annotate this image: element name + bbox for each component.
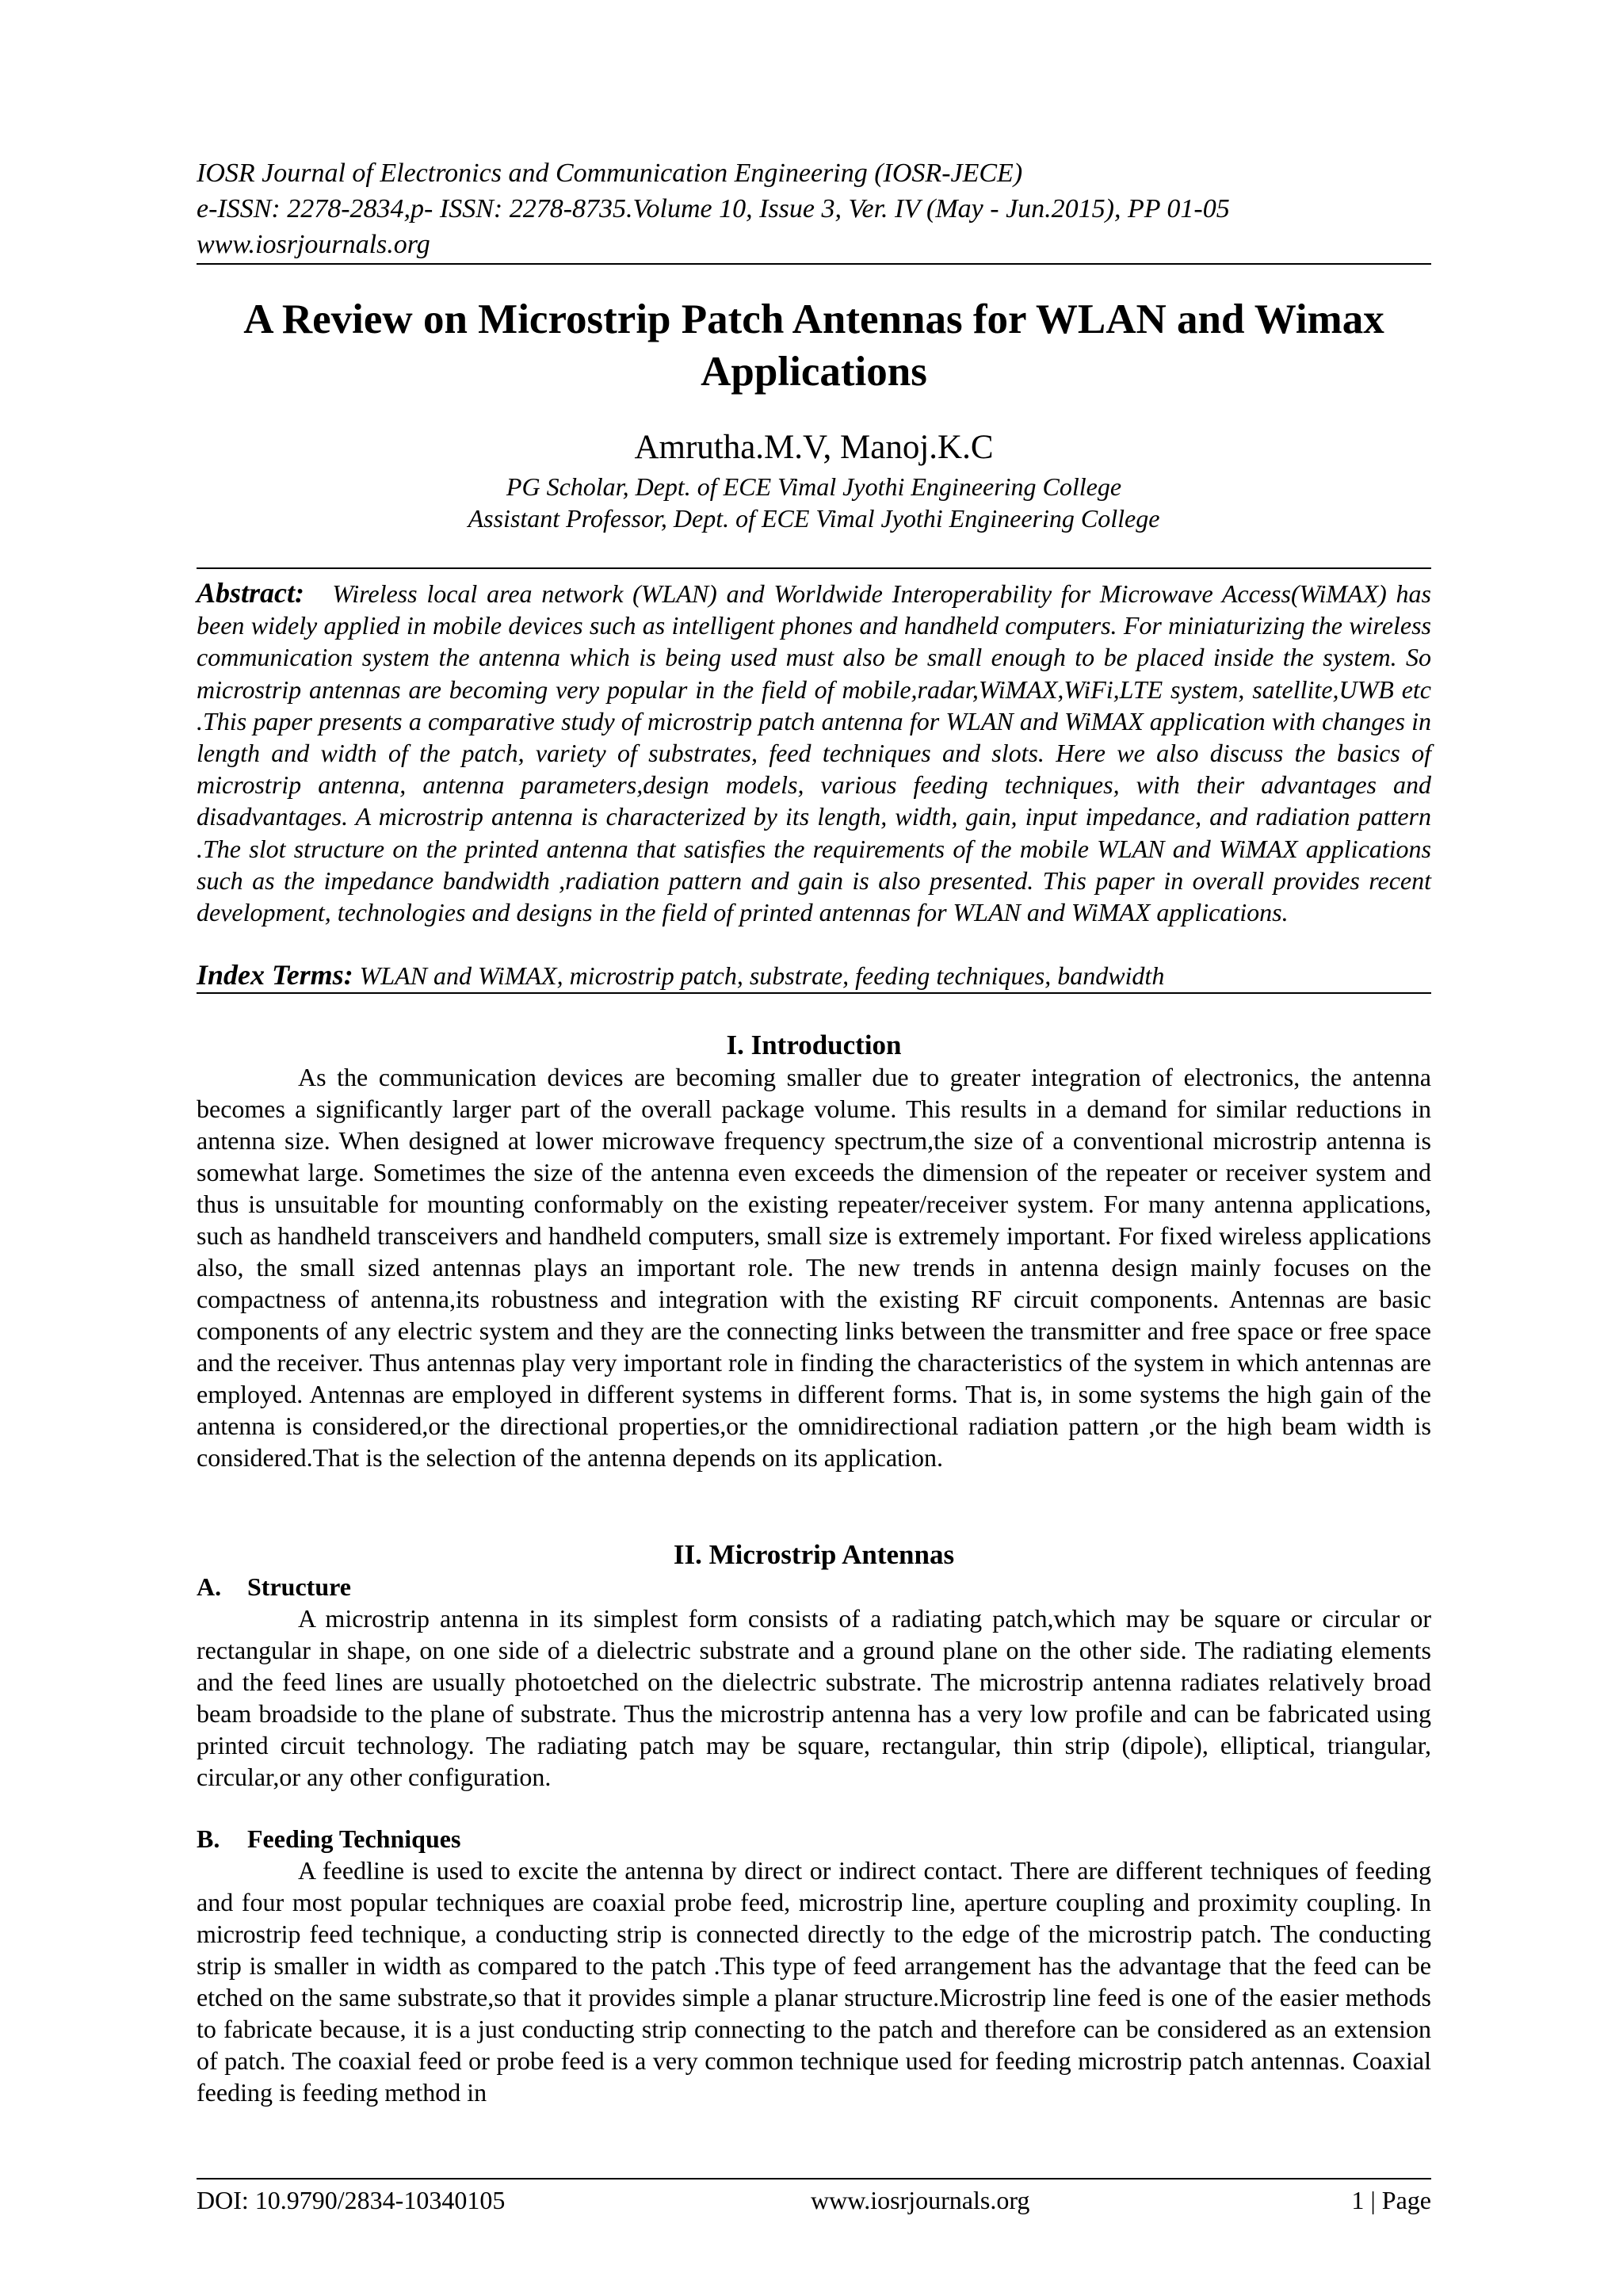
abstract-bottom-rule	[197, 992, 1431, 994]
index-terms-label: Index Terms:	[197, 959, 353, 991]
journal-issn: e-ISSN: 2278-2834,p- ISSN: 2278-8735.Volume 10, Issue 3, Ver. IV (May - Jun.2015), PP 01-05	[197, 194, 1230, 223]
section-heading-microstrip: II. Microstrip Antennas	[673, 1539, 955, 1570]
abstract-top-rule	[197, 567, 1431, 569]
introduction-paragraph: As the communication devices are becoming smaller due to greater integration of electronics, the antenna becomes a significantly larger part of the overall package volume. This results in a demand for similar reductions in antenna size. When designed at lower microwave frequency spectrum,the size of a conventional microstrip antenna is somewhat large. Sometimes the size of the antenna even exceeds the dimension of the repeater or receiver system and thus is unsuitable for mounting conformably on the existing repeater/receiver system. For many antenna applications, such as handheld transceivers and handheld computers, small size is extremely important. For fixed wireless applications also, the small sized antennas plays an important role. The new trends in antenna design mainly focuses on the compactness of antenna,its robustness and integration with the existing RF circuit components. Antennas are basic components of any electric system and they are the connecting links between the transmitter and free space or free space and the receiver. Thus antennas play very important role in finding the characteristics of the system in which antennas are employed. Antennas are employed in different systems in different forms. That is, in some systems the high gain of the antenna is considered,or the directional properties,or the omnidirectional radiation pattern ,or the high beam width is considered.That is the selection of the antenna depends on its application.	[197, 1063, 1431, 1472]
subsection-number-a: A.	[197, 1572, 222, 1601]
subsection-title-structure: Structure	[247, 1572, 351, 1601]
footer-site[interactable]: www.iosrjournals.org	[811, 2186, 1030, 2214]
abstract-label: Abstract:	[197, 577, 305, 609]
journal-url[interactable]: www.iosrjournals.org	[197, 230, 430, 259]
abstract-text: Wireless local area network (WLAN) and Worldwide Interoperability for Microwave Access(WiMAX) has been widely applied in mobile devices such as intelligent phones and handheld computers. For miniaturizing the wireless communication system the antenna which is being used must also be small enough to be placed inside the system. So microstrip antennas are becoming very popular in the field of mobile,radar,WiMAX,WiFi,LTE system, satellite,UWB etc .This paper presents a comparative study of microstrip patch antenna for WLAN and WiMAX application with changes in length and width of the patch, variety of substrates, feed techniques and slots. Here we also discuss the basics of microstrip antenna, antenna parameters,design models, various feeding techniques, with their advantages and disadvantages. A microstrip antenna is characterized by its length, width, gain, input impedance, and radiation pattern .The slot structure on the printed antenna that satisfies the requirements of the mobile WLAN and WiMAX applications such as the impedance bandwidth ,radiation pattern and gain is also presented. This paper in overall provides recent development, technologies and designs in the field of printed antennas for WLAN and WiMAX applications.	[197, 579, 1432, 927]
journal-header	[197, 155, 1433, 262]
subsection-number-b: B.	[197, 1824, 220, 1853]
index-terms	[197, 957, 1431, 993]
feeding-paragraph: A feedline is used to excite the antenna by direct or indirect contact. There are different techniques of feeding and four most popular techniques are coaxial probe feed, microstrip line, aperture coupling and proximity coupling. In microstrip feed technique, a conducting strip is connected directly to the edge of the microstrip patch. The conducting strip is smaller in width as compared to the patch .This type of feed arrangement has the advantage that the feed can be etched on the same substrate,so that it provides simple a planar structure.Microstrip line feed is one of the easier methods to fabricate because, it is a just conducting strip connecting to the patch and therefore can be considered as an extension of patch. The coaxial feed or probe feed is a very common technique used for feeding microstrip patch antennas. Coaxial feeding is feeding method in	[197, 1856, 1431, 2107]
header-rule	[197, 263, 1431, 265]
section-heading-introduction: I. Introduction	[726, 1030, 902, 1060]
paper-title: A Review on Microstrip Patch Antennas for WLAN and Wimax Applications	[243, 296, 1384, 395]
abstract	[197, 577, 1431, 928]
subsection-heading-structure	[197, 1571, 351, 1603]
page-footer	[197, 2183, 1431, 2218]
affiliation-2: Assistant Professor, Dept. of ECE Vimal Jyothi Engineering College	[468, 504, 1160, 533]
structure-paragraph: A microstrip antenna in its simplest form consists of a radiating patch,which may be square or circular or rectangular in shape, on one side of a dielectric substrate and a ground plane on the other side. The radiating elements and the feed lines are usually photoetched on the dielectric substrate. The microstrip antenna radiates relatively broad beam broadside to the plane of substrate. Thus the microstrip antenna has a very low profile and can be fabricated using printed circuit technology. The radiating patch may be square, rectangular, thin strip (dipole), elliptical, triangular, circular,or any other configuration.	[197, 1604, 1431, 1791]
subsection-heading-feeding	[197, 1823, 460, 1855]
journal-name: IOSR Journal of Electronics and Communication Engineering (IOSR-JECE)	[197, 159, 1023, 188]
subsection-title-feeding: Feeding Techniques	[247, 1824, 461, 1853]
paper-authors: Amrutha.M.V, Manoj.K.C	[634, 429, 994, 466]
footer-doi: DOI: 10.9790/2834-10340105	[197, 2186, 506, 2214]
affiliations	[197, 471, 1431, 534]
affiliation-1: PG Scholar, Dept. of ECE Vimal Jyothi Engineering College	[506, 472, 1122, 501]
footer-rule	[197, 2178, 1431, 2179]
footer-page-number: 1 | Page	[1351, 2186, 1431, 2214]
index-terms-text: WLAN and WiMAX, microstrip patch, substrate, feeding techniques, bandwidth	[359, 961, 1165, 990]
